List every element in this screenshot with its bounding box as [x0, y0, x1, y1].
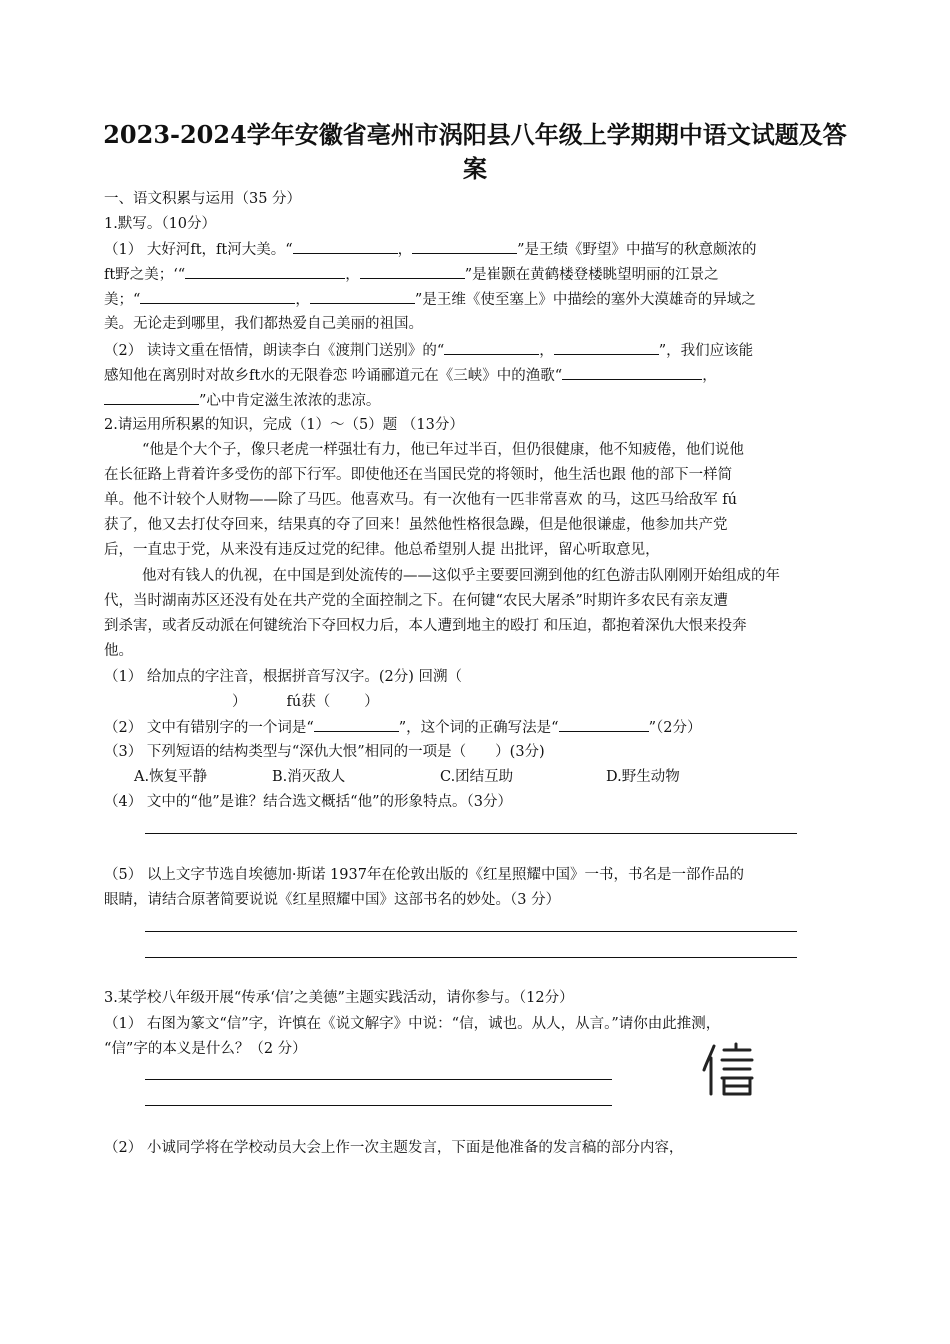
passage-line: 他对有钱人的仇视，在中国是到处流传的——这似乎主要要回溯到他的红色游击队刚刚开始组成的年 [142, 568, 780, 584]
answer-blank[interactable] [314, 715, 399, 732]
q1-p1-line2: ft野之美；‘“ ， ”是崔颢在黄鹤楼登楼眺望明丽的江景之 [104, 262, 844, 288]
answer-blank[interactable] [360, 262, 465, 279]
q2-sub2: （2） 文中有错别字的一个词是“ ”，这个词的正确写法是“ ”（2分） [104, 715, 844, 741]
q2-options [134, 765, 874, 790]
q3-sub1-line1: （1） 右图为篆文“信”字，许慎在《说文解字》中说：“信，诚也。从人，从言。”请你由此推测， [104, 1016, 721, 1032]
option-b[interactable]: B.消灭敌人 [272, 769, 346, 785]
passage-line: “他是个大个子，像只老虎一样强壮有力，他已年过半百，但仍很健康，他不知疲倦，他们说他 [142, 442, 744, 458]
passage-line: 代，当时湖南苏区还没有处在共产党的全面控制之下。在何键“农民大屠杀”时期许多农民有亲友遭 [104, 593, 728, 609]
answer-blank[interactable] [310, 287, 415, 304]
q2-sub4: （4） 文中的“他”是谁？结合选文概括“他”的形象特点。（3分） [104, 794, 512, 810]
q1-heading: 1.默写。（10分） [104, 216, 217, 232]
answer-blank[interactable] [444, 338, 539, 355]
answer-line[interactable] [145, 1079, 612, 1080]
answer-blank[interactable] [185, 262, 345, 279]
q3-heading: 3.某学校八年级开展“传承‘信’之美德”主题实践活动，请你参与。（12分） [104, 990, 574, 1006]
q1-p1-line4: 美。无论走到哪里，我们都热爱自己美丽的祖国。 [104, 316, 423, 332]
q2-sub3: （3） 下列短语的结构类型与“深仇大恨”相同的一项是（ ）(3分) [104, 744, 545, 760]
page-title [70, 118, 880, 186]
q2-sub5-line1: （5） 以上文字节选自埃德加·斯诺 1937年在伦敦出版的《红星照耀中国》一书，书名是一部作品的 [104, 867, 744, 883]
answer-line[interactable] [145, 1105, 612, 1106]
answer-blank[interactable] [562, 363, 702, 380]
title-line-2: 案 [463, 154, 487, 183]
q3-sub2: （2） 小诚同学将在学校动员大会上作一次主题发言，下面是他准备的发言稿的部分内容， [104, 1140, 684, 1156]
passage-line: 到杀害，或者反动派在何键统治下夺回权力后，本人遭到地主的殴打 和压迫，都抱着深仇大恨来投奔 [104, 618, 747, 634]
title-line-1: 2023-2024学年安徽省亳州市涡阳县八年级上学期期中语文试题及答 [103, 120, 847, 149]
answer-blank[interactable] [559, 715, 649, 732]
passage-line: 单。他不计较个人财物——除了马匹。他喜欢马。有一次他有一匹非常喜欢 的马，这匹马给敌军 fú [104, 492, 737, 508]
answer-blank[interactable] [140, 287, 295, 304]
q1-p1-line1: （1） 大好河ft，ft河大美。“ ， ”是王绩《野望》中描写的秋意颇浓的 [104, 237, 844, 263]
q2-sub1-line1: （1） 给加点的字注音，根据拼音写汉字。(2分) 回溯（ [104, 669, 462, 685]
answer-line[interactable] [145, 931, 797, 932]
q2-sub1-line2: ） fú获（ ） [232, 694, 379, 710]
q3-sub1-line2: “信”字的本义是什么？（2 分） [104, 1041, 307, 1057]
option-c[interactable]: C.团结互助 [440, 769, 514, 785]
answer-line[interactable] [145, 833, 797, 834]
passage-line: 后，一直忠于党，从来没有违反过党的纪律。他总希望别人提 出批评，留心听取意见， [104, 542, 660, 558]
seal-script-xin-icon [700, 1040, 760, 1100]
section-heading: 一、语文积累与运用（35 分） [104, 191, 302, 207]
q2-sub5-line2: 眼睛，请结合原著简要说说《红星照耀中国》这部书名的妙处。（3 分） [104, 892, 561, 908]
option-d[interactable]: D.野生动物 [606, 769, 680, 785]
q1-p2-line1: （2） 读诗文重在悟情，朗读李白《渡荆门送别》的“ ， ”，我们应该能 [104, 338, 844, 364]
q1-p1-line3: 美；“ ， ”是王维《使至塞上》中描绘的塞外大漠雄奇的异域之 [104, 287, 844, 313]
answer-blank[interactable] [293, 237, 398, 254]
answer-line[interactable] [145, 957, 797, 958]
passage-line: 他。 [104, 643, 133, 659]
answer-blank[interactable] [104, 388, 199, 405]
q2-heading: 2.请运用所积累的知识，完成（1）～（5）题 （13分） [104, 417, 464, 433]
answer-blank[interactable] [412, 237, 517, 254]
answer-blank[interactable] [554, 338, 659, 355]
q1-p2-line3: ”心中肯定滋生浓浓的悲凉。 [104, 388, 844, 414]
q1-p2-line2: 感知他在离别时对故乡ft水的无限眷恋 吟诵郦道元在《三峡》中的渔歌“ ， [104, 363, 844, 389]
passage-line: 在长征路上背着许多受伤的部下行军。即使他还在当国民党的将领时，他生活也跟 他的部下一样简 [104, 467, 733, 483]
passage-line: 获了，他又去打仗夺回来，结果真的夺了回来！虽然他性格很急躁，但是他很谦虚，他参加共产党 [104, 517, 728, 533]
option-a[interactable]: A.恢复平静 [134, 769, 208, 785]
